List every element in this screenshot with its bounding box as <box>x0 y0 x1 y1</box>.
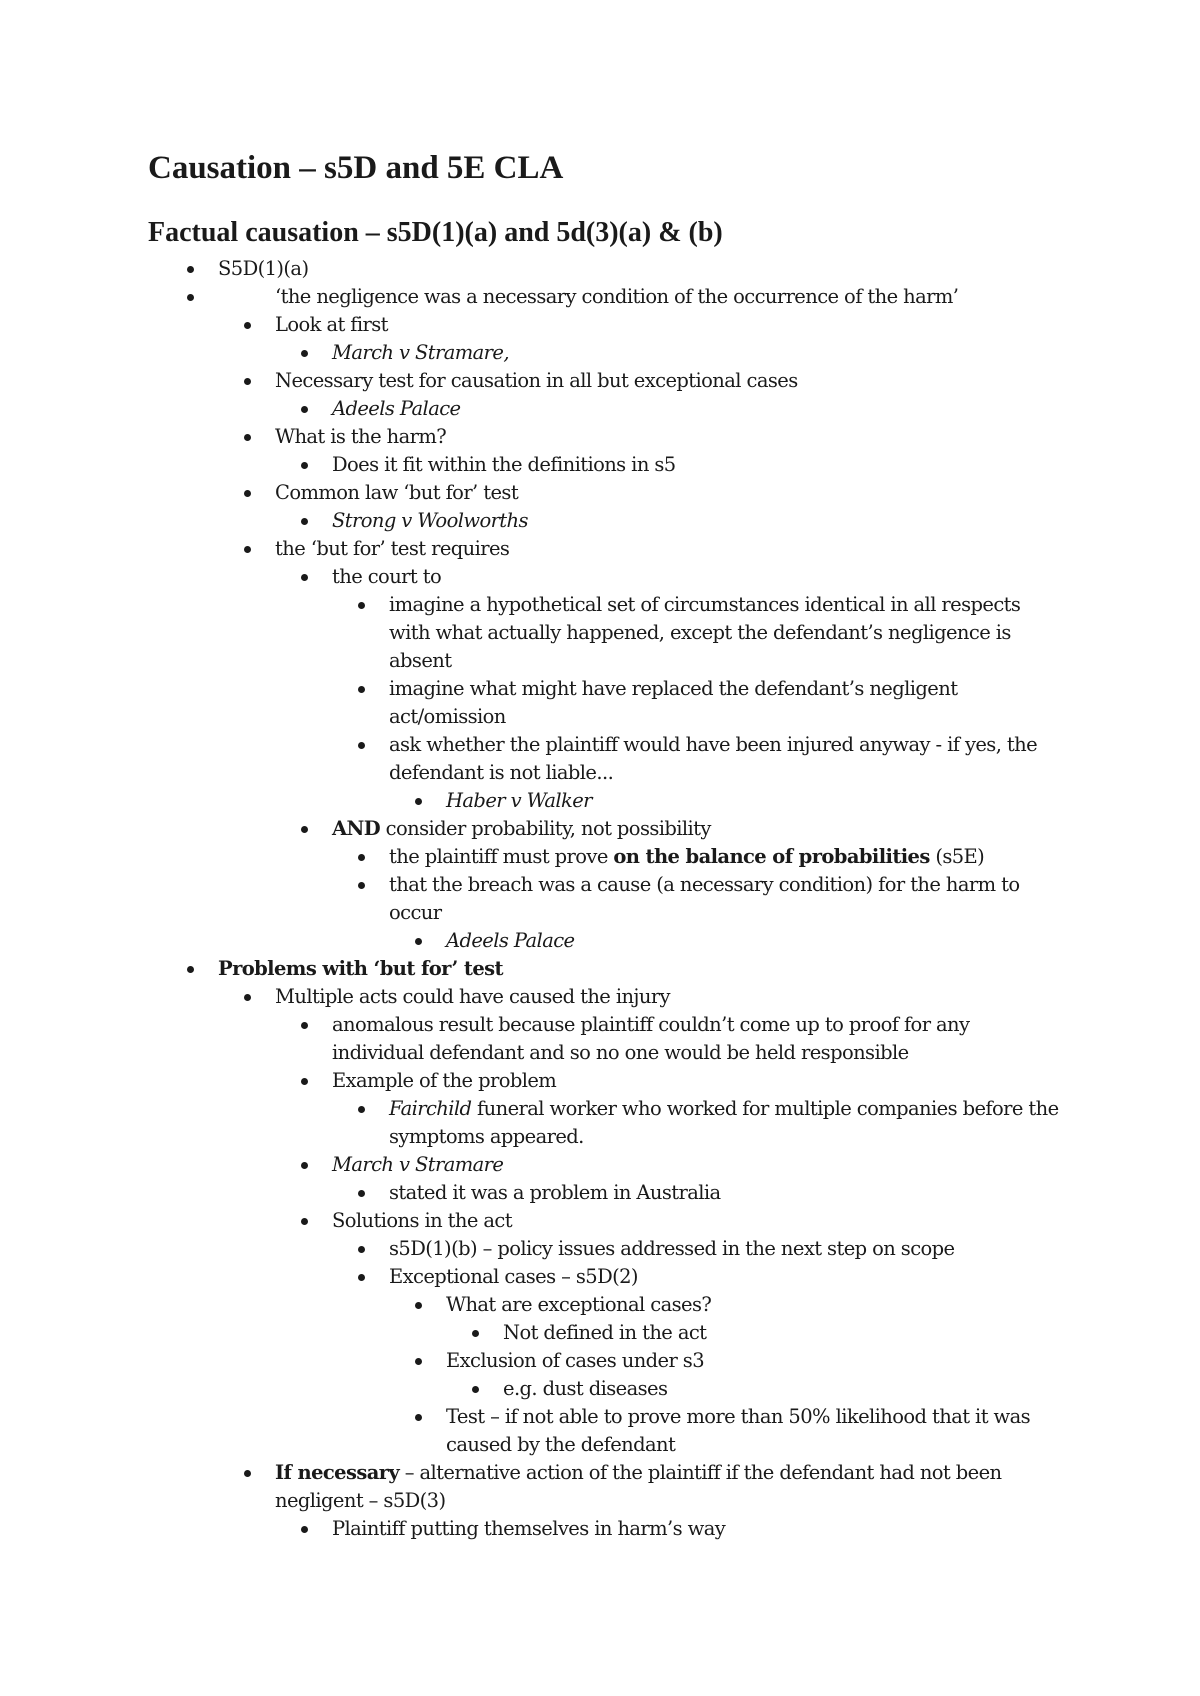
list-item-text <box>332 339 1065 367</box>
list-item-text <box>389 871 1065 927</box>
text-run: Example of the problem <box>332 1069 557 1092</box>
bullet-icon <box>358 742 365 749</box>
bullet-icon <box>244 490 251 497</box>
bullet-icon <box>301 1022 308 1029</box>
text-run: Not defined in the act <box>503 1321 707 1344</box>
list-item <box>0 367 1200 395</box>
list-item <box>0 731 1200 787</box>
text-run: Does it fit within the definitions in s5 <box>332 453 676 476</box>
text-run: March v Stramare, <box>332 341 509 364</box>
list-item-text <box>446 1347 1065 1375</box>
text-run: Fairchild <box>389 1097 472 1120</box>
list-item <box>0 787 1200 815</box>
text-run: stated it was a problem in Australia <box>389 1181 721 1204</box>
bullet-icon <box>472 1386 479 1393</box>
list-item <box>0 451 1200 479</box>
text-run: anomalous result because plaintiff couldn’t come up to proof for any individual defendant and so no one would be held responsible <box>332 1013 970 1064</box>
bullet-icon <box>358 1274 365 1281</box>
bullet-icon <box>301 1162 308 1169</box>
bullet-icon <box>415 1302 422 1309</box>
list-item <box>0 1319 1200 1347</box>
text-run: If necessary <box>275 1461 400 1484</box>
list-item-text <box>332 395 1065 423</box>
text-run: ‘the negligence was a necessary condition of the occurrence of the harm’ <box>275 285 959 308</box>
text-run: Adeels Palace <box>332 397 461 420</box>
bullet-icon <box>415 798 422 805</box>
text-run: the ‘but for’ test requires <box>275 537 510 560</box>
list-item <box>0 563 1200 591</box>
bullet-icon <box>301 826 308 833</box>
list-item-text <box>446 927 1065 955</box>
list-item <box>0 815 1200 843</box>
text-run: Common law ‘but for’ test <box>275 481 519 504</box>
bullet-icon <box>358 1190 365 1197</box>
text-run: ask whether the plaintiff would have been injured anyway - if yes, the defendant is not liable... <box>389 733 1038 784</box>
bullet-icon <box>301 574 308 581</box>
list-item <box>0 871 1200 927</box>
bullet-icon <box>301 350 308 357</box>
bullet-icon <box>415 1414 422 1421</box>
list-item-text <box>446 787 1065 815</box>
bullet-icon <box>244 378 251 385</box>
list-item <box>0 395 1200 423</box>
text-run: Exceptional cases – s5D(2) <box>389 1265 638 1288</box>
list-item-text <box>389 1179 1065 1207</box>
text-run: – alternative action of the plaintiff if the defendant had not been negligent – s5D(3) <box>275 1461 1002 1512</box>
text-run: Strong v Woolworths <box>332 509 528 532</box>
list-item <box>0 1347 1200 1375</box>
list-item-text <box>389 591 1065 675</box>
list-item-text <box>389 1235 1065 1263</box>
list-item <box>0 311 1200 339</box>
list-item-text <box>275 367 1065 395</box>
text-run: March v Stramare <box>332 1153 504 1176</box>
bullet-icon <box>187 966 194 973</box>
bullet-icon <box>358 1106 365 1113</box>
page-title: Causation – s5D and 5E CLA <box>148 150 564 186</box>
text-run: Multiple acts could have caused the injury <box>275 985 670 1008</box>
bullet-icon <box>244 322 251 329</box>
list-item-text <box>275 423 1065 451</box>
list-item <box>0 507 1200 535</box>
list-item <box>0 1151 1200 1179</box>
bullet-icon <box>415 938 422 945</box>
bullet-icon <box>358 854 365 861</box>
list-item-text <box>332 1207 1065 1235</box>
list-item-text <box>332 451 1065 479</box>
bullet-icon <box>301 406 308 413</box>
bullet-icon <box>244 546 251 553</box>
text-run: consider probability, not possibility <box>380 817 711 840</box>
bullet-icon <box>358 602 365 609</box>
list-item <box>0 479 1200 507</box>
text-run: the plaintiff must prove <box>389 845 614 868</box>
text-run: that the breach was a cause (a necessary condition) for the harm to occur <box>389 873 1020 924</box>
text-run: Problems with ‘but for’ test <box>218 957 503 980</box>
list-item-text <box>275 311 1065 339</box>
list-item <box>0 927 1200 955</box>
list-item <box>0 1179 1200 1207</box>
bullet-icon <box>358 1246 365 1253</box>
text-run: Haber v Walker <box>446 789 592 812</box>
text-run: s5D(1)(b) – policy issues addressed in the next step on scope <box>389 1237 955 1260</box>
list-item <box>0 1263 1200 1291</box>
text-run: Look at first <box>275 313 388 336</box>
list-item-text <box>332 815 1065 843</box>
text-run: funeral worker who worked for multiple companies before the symptoms appeared. <box>389 1097 1059 1148</box>
list-item-text <box>332 1011 1065 1067</box>
bullet-icon <box>301 1526 308 1533</box>
list-item <box>0 1459 1200 1515</box>
text-run: Exclusion of cases under s3 <box>446 1349 705 1372</box>
list-item-text <box>389 675 1065 731</box>
list-item <box>0 843 1200 871</box>
bullet-icon <box>244 1470 251 1477</box>
list-item <box>0 1207 1200 1235</box>
list-item-text <box>332 507 1065 535</box>
text-run: What are exceptional cases? <box>446 1293 712 1316</box>
list-item <box>0 591 1200 675</box>
text-run: the court to <box>332 565 442 588</box>
bullet-icon <box>358 686 365 693</box>
list-item-text <box>446 1403 1065 1459</box>
list-item <box>0 1403 1200 1459</box>
list-item-text <box>389 731 1065 787</box>
list-item <box>0 283 1200 311</box>
list-item <box>0 1375 1200 1403</box>
text-run: Solutions in the act <box>332 1209 512 1232</box>
bullet-icon <box>301 462 308 469</box>
bullet-icon <box>472 1330 479 1337</box>
list-item-text <box>218 955 1065 983</box>
bullet-icon <box>301 518 308 525</box>
list-item-text <box>389 1095 1065 1151</box>
list-item-text <box>332 1515 1065 1543</box>
text-run: imagine a hypothetical set of circumstances identical in all respects with what actually happened, except the defendant’s negligence is absent <box>389 593 1021 672</box>
list-item <box>0 339 1200 367</box>
list-item-text <box>275 983 1065 1011</box>
list-item-text <box>275 535 1065 563</box>
list-item-text <box>503 1319 1065 1347</box>
text-run: e.g. dust diseases <box>503 1377 668 1400</box>
text-run: Test – if not able to prove more than 50% likelihood that it was caused by the defendant <box>446 1405 1031 1456</box>
text-run: on the balance of probabilities <box>613 845 930 868</box>
list-item-text <box>275 283 1065 311</box>
list-item <box>0 1067 1200 1095</box>
bullet-icon <box>187 266 194 273</box>
bullet-icon <box>415 1358 422 1365</box>
text-run: S5D(1)(a) <box>218 257 309 280</box>
section-heading: Factual causation – s5D(1)(a) and 5d(3)(a) & (b) <box>148 217 723 248</box>
list-item <box>0 535 1200 563</box>
list-item <box>0 1291 1200 1319</box>
list-item-text <box>446 1291 1065 1319</box>
list-item <box>0 955 1200 983</box>
list-item-text <box>332 1067 1065 1095</box>
list-item <box>0 423 1200 451</box>
text-run: Necessary test for causation in all but exceptional cases <box>275 369 798 392</box>
list-item <box>0 1235 1200 1263</box>
list-item <box>0 983 1200 1011</box>
text-run: What is the harm? <box>275 425 447 448</box>
bullet-icon <box>301 1218 308 1225</box>
bullet-icon <box>244 434 251 441</box>
bullet-icon <box>244 994 251 1001</box>
bullet-icon <box>358 882 365 889</box>
text-run: Adeels Palace <box>446 929 575 952</box>
text-run: AND <box>332 817 381 840</box>
bullet-icon <box>301 1078 308 1085</box>
list-item-text <box>332 563 1065 591</box>
list-item <box>0 675 1200 731</box>
list-item-text <box>218 255 1065 283</box>
bullet-icon <box>187 294 194 301</box>
list-item-text <box>332 1151 1065 1179</box>
list-item-text <box>389 1263 1065 1291</box>
list-item <box>0 255 1200 283</box>
list-item <box>0 1515 1200 1543</box>
list-item <box>0 1011 1200 1067</box>
text-run: (s5E) <box>929 845 985 868</box>
list-item <box>0 1095 1200 1151</box>
text-run: imagine what might have replaced the defendant’s negligent act/omission <box>389 677 958 728</box>
list-item-text <box>275 479 1065 507</box>
bullet-outline <box>0 255 1200 1543</box>
text-run: Plaintiff putting themselves in harm’s way <box>332 1517 726 1540</box>
list-item-text <box>389 843 1065 871</box>
list-item-text <box>503 1375 1065 1403</box>
list-item-text <box>275 1459 1065 1515</box>
